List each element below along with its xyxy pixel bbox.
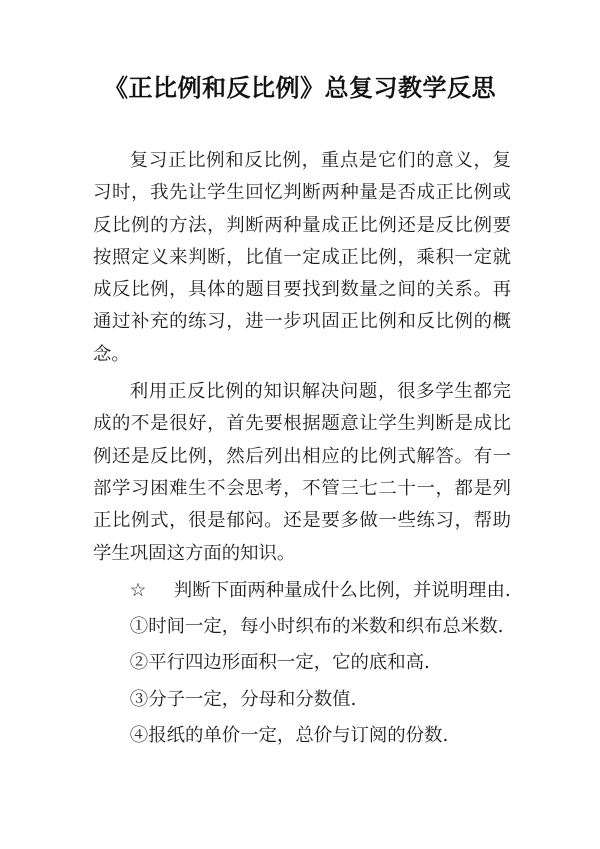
exercise-prompt-text: 判断下面两种量成什么比例，并说明理由. bbox=[173, 579, 511, 601]
star-icon: ☆ bbox=[129, 579, 147, 601]
exercise-item-1: ①时间一定，每小时织布的米数和织布总米数. bbox=[129, 616, 504, 638]
paragraph-reflection-2: 利用正反比例的知识解决问题，很多学生都完成的不是很好，首先要根据题意让学生判断是成比例还是反比例，然后列出相应的比例式解答。有一部学习困难生不会思考，不管三七二十一，都是列正比例式，很是郁闷。还是要多做一些练习，帮助学生巩固这方面的知识。 bbox=[93, 381, 511, 564]
paragraph-reflection-1: 复习正比例和反比例，重点是它们的意义，复习时，我先让学生回忆判断两种量是否成正比例或反比例的方法，判断两种量成正比例还是反比例要按照定义来判断，比值一定成正比例，乘积一定就成反比例，具体的题目要找到数量之间的关系。再通过补充的练习，进一步巩固正比例和反比例的概念。 bbox=[93, 150, 511, 365]
exercise-item-2: ②平行四边形面积一定，它的底和高. bbox=[129, 652, 430, 674]
exercise-item-3: ③分子一定，分母和分数值. bbox=[129, 688, 357, 710]
document-title: 《正比例和反比例》总复习教学反思 bbox=[104, 74, 496, 102]
document-body bbox=[93, 145, 511, 756]
exercise-item-4: ④报纸的单价一定，总价与订阅的份数. bbox=[129, 725, 449, 747]
exercise-prompt bbox=[93, 575, 511, 607]
